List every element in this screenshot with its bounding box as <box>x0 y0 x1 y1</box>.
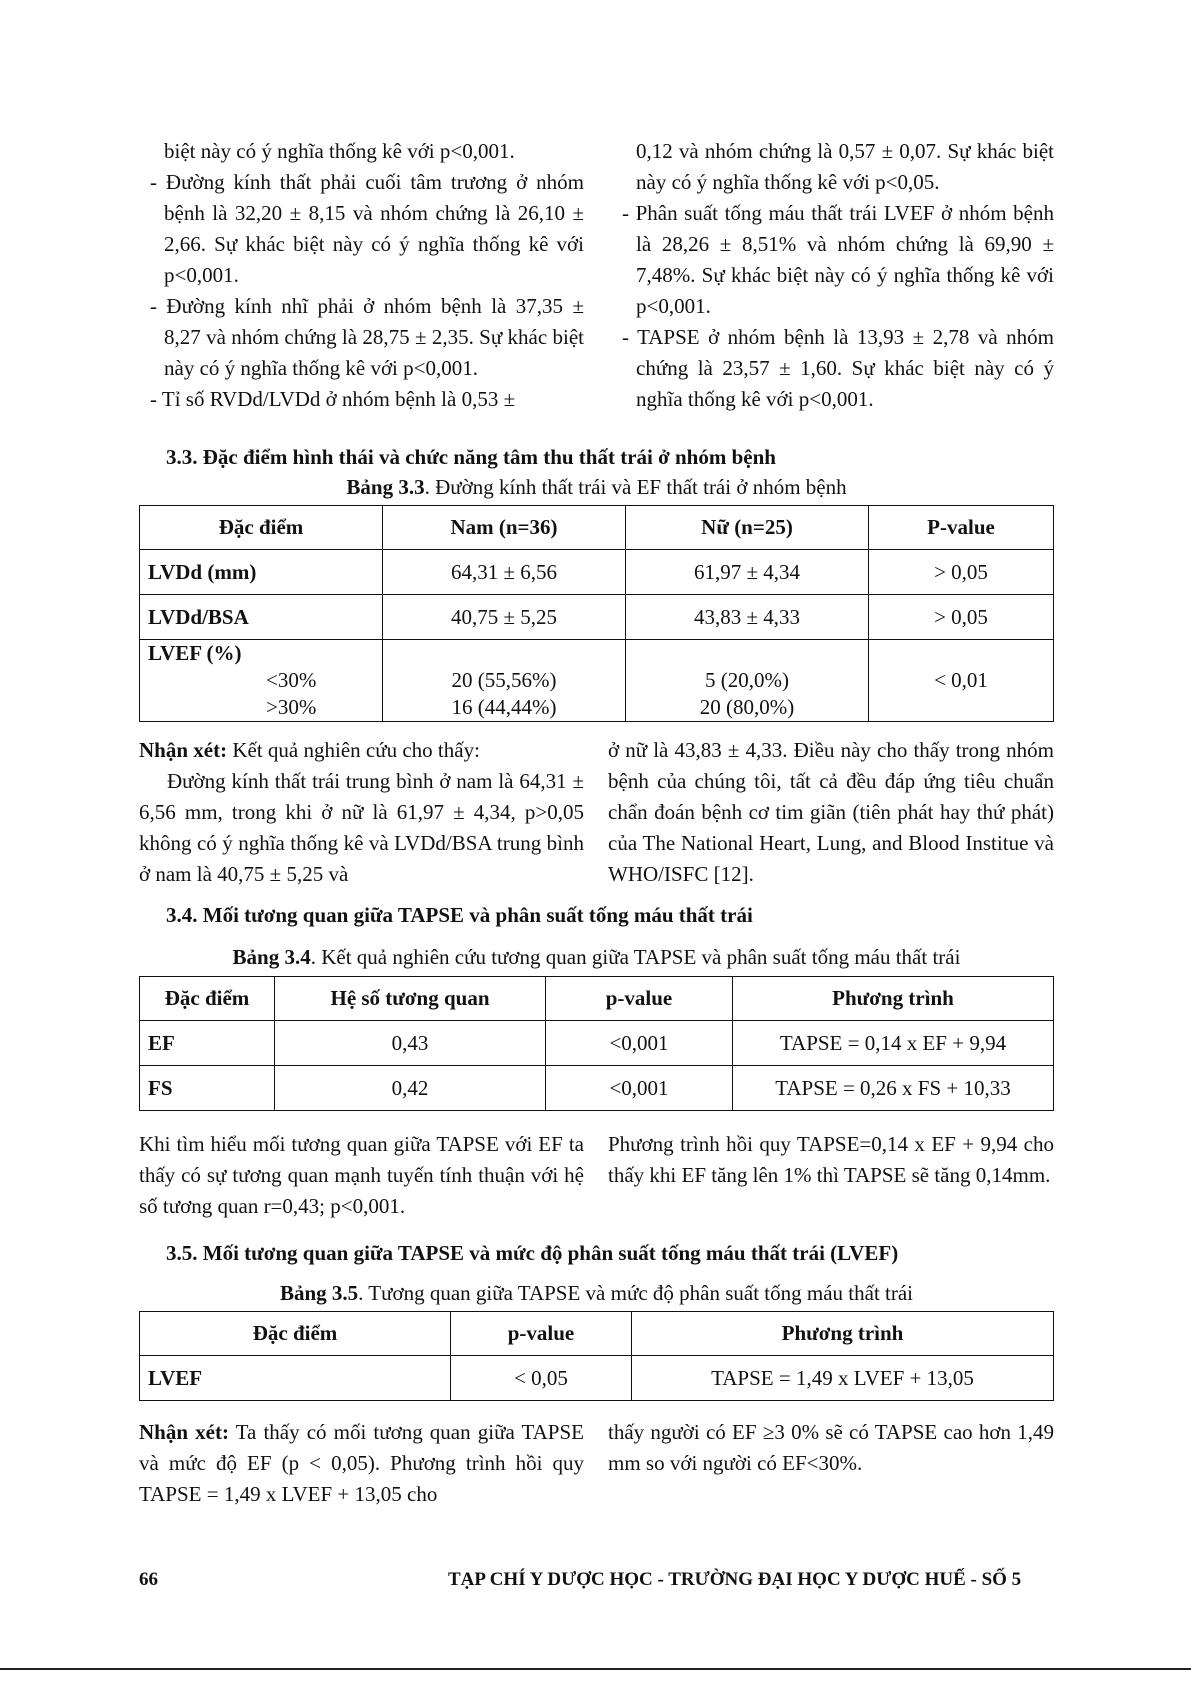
table-cell <box>140 640 383 722</box>
remark-label: Nhận xét: <box>139 738 228 762</box>
table-caption-3-3 <box>139 472 1054 503</box>
table-cell <box>626 640 869 722</box>
table-cell: TAPSE = 1,49 x LVEF + 13,05 <box>632 1356 1054 1401</box>
table-header: Phương trình <box>733 977 1054 1021</box>
table-cell: < 0,05 <box>451 1356 632 1401</box>
list-item: - TAPSE ở nhóm bệnh là 13,93 ± 2,78 và nhóm chứng là 23,57 ± 1,60. Sự khác biệt này có ý nghĩa thống kê với p<0,001. <box>622 325 1054 411</box>
caption-label: Bảng 3.3 <box>346 475 425 499</box>
paragraph <box>139 1417 584 1510</box>
table-header: p-value <box>451 1312 632 1356</box>
table-cell: > 0,05 <box>869 595 1054 640</box>
caption-label: Bảng 3.4 <box>232 945 311 969</box>
table-cell: 43,83 ± 4,33 <box>626 595 869 640</box>
caption-label: Bảng 3.5 <box>279 1281 359 1305</box>
list-item: - Tỉ số RVDd/LVDd ở nhóm bệnh là 0,53 ± <box>150 387 516 411</box>
table-cell: FS <box>140 1066 275 1111</box>
table-cell <box>383 640 626 722</box>
lvef-sub-high: >30% <box>266 695 317 719</box>
cell-line: 20 (80,0%) <box>699 695 795 719</box>
remark-2-left <box>139 1417 584 1510</box>
list-item: - Đường kính thất phải cuối tâm trương ở nhóm bệnh là 32,20 ± 8,15 và nhóm chứng là 26,10 ± 2,66. Sự khác biệt này có ý nghĩa thống kê với p<0,001. <box>150 170 584 287</box>
table-cell: LVEF <box>140 1356 451 1401</box>
bottom-rule <box>0 1668 1191 1670</box>
table-cell: 64,31 ± 6,56 <box>383 550 626 595</box>
table-cell: TAPSE = 0,26 x FS + 10,33 <box>733 1066 1054 1111</box>
cell-line: 5 (20,0%) <box>705 668 789 692</box>
table-cell: 61,97 ± 4,34 <box>626 550 869 595</box>
cell-line: 20 (55,56%) <box>451 668 557 692</box>
table-cell: 40,75 ± 5,25 <box>383 595 626 640</box>
left-column-top <box>150 136 584 415</box>
lvef-sub-low: <30% <box>266 668 317 692</box>
section-heading-3-3: 3.3. Đặc điểm hình thái và chức năng tâm thu thất trái ở nhóm bệnh <box>166 445 776 469</box>
table-header: Đặc điểm <box>140 1312 451 1356</box>
list-item: - Phân suất tống máu thất trái LVEF ở nhóm bệnh là 28,26 ± 8,51% và nhóm chứng là 69,90 ± 7,48%. Sự khác biệt này có ý nghĩa thống kê với p<0,001. <box>622 201 1054 318</box>
list-item: - Đường kính nhĩ phải ở nhóm bệnh là 37,35 ± 8,27 và nhóm chứng là 28,75 ± 2,35. Sự khác biệt này có ý nghĩa thống kê với p<0,001. <box>150 294 584 380</box>
table-header: Đặc điểm <box>140 977 275 1021</box>
paragraph: thấy người có EF ≥3 0% sẽ có TAPSE cao hơn 1,49 mm so với người có EF<30%. <box>608 1420 1054 1475</box>
page-number: 66 <box>139 1569 158 1590</box>
table-header: Hệ số tương quan <box>275 977 546 1021</box>
table-cell: > 0,05 <box>869 550 1054 595</box>
table-3-5 <box>139 1311 1054 1401</box>
remark-text: Ta thấy có mối tương quan giữa TAPSE và mức độ EF (p < 0,05). Phương trình hồi quy TAPSE = 1,49 x LVEF + 13,05 cho <box>139 1420 584 1506</box>
paragraph: ở nữ là 43,83 ± 4,33. Điều này cho thấy trong nhóm bệnh của chúng tôi, tất cả đều đáp ứng tiêu chuẩn chẩn đoán bệnh cơ tim giãn (tiên phát hay thứ phát) của The National Heart, Lung, and Blood Institue và WHO/ISFC [12]. <box>608 738 1054 886</box>
table-header: Đặc điểm <box>140 506 383 550</box>
table-caption-3-5 <box>139 1278 1054 1309</box>
lvef-label: LVEF (%) <box>148 641 242 665</box>
remark-lead-text: Kết quả nghiên cứu cho thấy: <box>227 738 480 762</box>
table-3-3 <box>139 505 1054 722</box>
table-cell: TAPSE = 0,14 x EF + 9,94 <box>733 1021 1054 1066</box>
section-heading-3-4: 3.4. Mối tương quan giữa TAPSE và phân suất tống máu thất trái <box>166 903 753 927</box>
table-caption-3-4 <box>139 942 1054 973</box>
table-cell: <0,001 <box>546 1066 733 1111</box>
table-header: Nữ (n=25) <box>626 506 869 550</box>
table-cell: LVDd (mm) <box>140 550 383 595</box>
table-cell: < 0,01 <box>869 640 1054 722</box>
table-cell: <0,001 <box>546 1021 733 1066</box>
remark-2-right <box>608 1417 1054 1479</box>
journal-footer: TẠP CHÍ Y DƯỢC HỌC - TRƯỜNG ĐẠI HỌC Y DƯỢC HUẾ - SỐ 5 <box>448 1569 1022 1590</box>
remark-1-left <box>139 735 584 890</box>
table-row <box>140 595 1054 640</box>
table-header: P-value <box>869 506 1054 550</box>
table-header: Phương trình <box>632 1312 1054 1356</box>
paragraph: Đường kính thất trái trung bình ở nam là 64,31 ± 6,56 mm, trong khi ở nữ là 61,97 ± 4,34, p>0,05 không có ý nghĩa thống kê và LVDd/BSA trung bình ở nam là 40,75 ± 5,25 và <box>139 769 584 886</box>
right-column-top <box>622 136 1054 415</box>
table-row <box>140 640 1054 722</box>
table-cell: 0,43 <box>275 1021 546 1066</box>
paragraph: Phương trình hồi quy TAPSE=0,14 x EF + 9,94 cho thấy khi EF tăng lên 1% thì TAPSE sẽ tăng 0,14mm. <box>608 1132 1054 1187</box>
cell-line: 16 (44,44%) <box>451 695 557 719</box>
table-row <box>140 1066 1054 1111</box>
caption-text: . Kết quả nghiên cứu tương quan giữa TAPSE và phân suất tống máu thất trái <box>310 945 961 969</box>
caption-text: . Tương quan giữa TAPSE và mức độ phân suất tống máu thất trái <box>358 1281 914 1305</box>
table-row <box>140 1021 1054 1066</box>
table-header: p-value <box>546 977 733 1021</box>
section-heading-3-5: 3.5. Mối tương quan giữa TAPSE và mức độ phân suất tống máu thất trái (LVEF) <box>166 1241 899 1265</box>
para-3-4-left <box>139 1129 584 1222</box>
table-header: Nam (n=36) <box>383 506 626 550</box>
remark-lead <box>139 735 584 766</box>
table-cell: LVDd/BSA <box>140 595 383 640</box>
paragraph: 0,12 và nhóm chứng là 0,57 ± 0,07. Sự khác biệt này có ý nghĩa thống kê với p<0,05. <box>636 139 1054 194</box>
remark-label: Nhận xét: <box>139 1420 229 1444</box>
table-row <box>140 550 1054 595</box>
paragraph: Khi tìm hiểu mối tương quan giữa TAPSE với EF ta thấy có sự tương quan mạnh tuyến tính thuận với hệ số tương quan r=0,43; p<0,001. <box>139 1132 584 1218</box>
para-3-4-right <box>608 1129 1054 1191</box>
table-cell: EF <box>140 1021 275 1066</box>
table-3-4 <box>139 976 1054 1111</box>
table-row <box>140 1356 1054 1401</box>
table-cell: 0,42 <box>275 1066 546 1111</box>
paragraph: biệt này có ý nghĩa thống kê với p<0,001. <box>164 139 515 163</box>
caption-text: . Đường kính thất trái và EF thất trái ở nhóm bệnh <box>424 475 847 499</box>
remark-1-right <box>608 735 1054 890</box>
